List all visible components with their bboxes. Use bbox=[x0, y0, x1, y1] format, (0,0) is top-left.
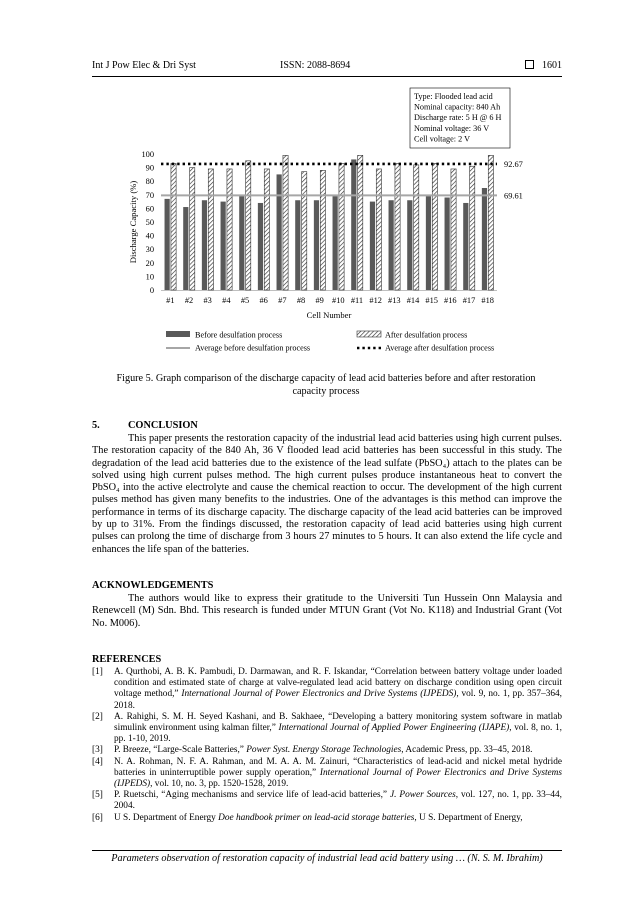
reference-details: , U S. Department of Energy, bbox=[414, 812, 523, 823]
running-footer: Parameters observation of restoration capacity of industrial lead acid battery using … (N. S. M. Ibrahim) bbox=[111, 853, 543, 864]
bar-before-desulfation bbox=[389, 200, 394, 290]
y-tick-label: 70 bbox=[145, 190, 154, 200]
chart-legend bbox=[166, 331, 494, 353]
journal-name: Int J Pow Elec & Dri Syst bbox=[92, 60, 196, 71]
reference-details: , Academic Press, pp. 33–45, 2018. bbox=[401, 745, 533, 756]
reference-journal: International Journal of Applied Power Engineering (IJAPE) bbox=[278, 723, 510, 734]
bar-before-desulfation bbox=[202, 200, 207, 290]
figure-caption: Figure 5. Graph comparison of the discharge capacity of lead acid batteries before and after restoration capacity process bbox=[116, 373, 536, 397]
bar-before-desulfation bbox=[463, 203, 468, 290]
reference-item bbox=[92, 790, 562, 812]
y-tick-label: 40 bbox=[145, 231, 154, 241]
reference-text: N. A. Rohman, N. F. A. Rahman, and M. A. A. M. Zainuri, “Characteristics of lead-acid and nickel metal hydride batteries in uninterruptible power supply operation,” bbox=[114, 756, 562, 778]
x-tick-label: #4 bbox=[222, 296, 231, 305]
references-section bbox=[92, 654, 562, 824]
reference-number: [6] bbox=[92, 812, 103, 823]
reference-item bbox=[92, 667, 562, 712]
reference-number: [1] bbox=[92, 667, 103, 677]
x-tick-label: #11 bbox=[350, 296, 364, 305]
bar-after-desulfation bbox=[395, 164, 400, 290]
references-heading: REFERENCES bbox=[92, 654, 162, 665]
page-number: 1601 bbox=[542, 60, 562, 71]
bar-after-desulfation bbox=[171, 164, 176, 290]
y-tick-label: 100 bbox=[141, 150, 154, 159]
reference-journal: Doe handbook primer on lead-acid storage batteries bbox=[218, 812, 415, 823]
x-tick-label: #3 bbox=[203, 296, 212, 305]
bar-before-desulfation bbox=[221, 202, 226, 290]
bar-before-desulfation bbox=[314, 200, 319, 290]
bar-after-desulfation bbox=[246, 161, 251, 290]
legend-label-average-after: Average after desulfation process bbox=[385, 343, 495, 353]
reference-list bbox=[92, 667, 562, 824]
bar-after-desulfation bbox=[470, 166, 475, 290]
x-tick-label: #8 bbox=[296, 296, 306, 305]
x-tick-label: #14 bbox=[406, 296, 420, 305]
footer-rule bbox=[92, 850, 562, 851]
bar-after-desulfation bbox=[264, 169, 269, 290]
legend-label-before: Before desulfation process bbox=[195, 330, 283, 340]
reference-details: , vol. 9, no. 1, pp. 357–364, 2018. bbox=[114, 689, 562, 711]
reference-details: , vol. 10, no. 3, pp. 1520-1528, 2019. bbox=[150, 779, 289, 790]
reference-number: [2] bbox=[92, 711, 103, 722]
bar-before-desulfation bbox=[239, 196, 244, 290]
y-tick-label: 10 bbox=[145, 272, 154, 282]
y-tick-label: 80 bbox=[145, 177, 154, 187]
x-tick-label: #15 bbox=[425, 296, 438, 305]
y-tick-label: 0 bbox=[149, 286, 154, 295]
reference-journal: J. Power Sources bbox=[390, 790, 456, 801]
legend-swatch-before bbox=[166, 331, 190, 337]
conclusion-text: This paper presents the restoration capacity of the industrial lead acid batteries using high current pulses. The restoration capacity of the 840 Ah, 36 V flooded lead acid batteries has been successful in this study. The degradation of the lead acid batteries due to the existence of the lead sulfate (PbSO₄) attach to the plates can be solved using high current pulses method. The high current pulses produce instantaneous heat to convert the PbSO₄ into the active electrolyte and cause the chemical reaction to occur. The development of the high current pulses method has given many benefits to the industries. One of the advantages is this method can improve the performance in terms of its discharge capacity. The discharge capacity of the lead acid batteries can be improved by up to 31%. From the findings discussed, the restoration capacity of lead acid batteries using high current pulses can prolong the time of discharge from 3 hours 27 minutes to 5 hours. It can also extend the life cycle and enhances the life span of the batteries. bbox=[92, 433, 562, 555]
y-tick-label: 90 bbox=[145, 163, 154, 173]
bar-before-desulfation bbox=[426, 196, 431, 290]
average-before-label: 69.61 bbox=[504, 191, 523, 201]
bar-after-desulfation bbox=[432, 164, 437, 290]
bar-after-desulfation bbox=[451, 169, 456, 290]
reference-text: P. Breeze, “Large-Scale Batteries,” bbox=[114, 745, 247, 756]
reference-number: [4] bbox=[92, 756, 103, 767]
x-tick-label: #10 bbox=[332, 296, 345, 305]
bar-before-desulfation bbox=[482, 188, 487, 290]
bar-after-desulfation bbox=[283, 155, 288, 290]
issn: ISSN: 2088-8694 bbox=[280, 60, 351, 71]
info-box-line: Nominal capacity: 840 Ah bbox=[414, 102, 501, 112]
reference-item bbox=[92, 813, 562, 824]
bar-after-desulfation bbox=[208, 169, 213, 290]
reference-item bbox=[92, 745, 562, 756]
bar-after-desulfation bbox=[320, 170, 325, 290]
bar-after-desulfation bbox=[488, 155, 493, 290]
bar-before-desulfation bbox=[370, 202, 375, 290]
bar-after-desulfation bbox=[190, 168, 195, 290]
bar-after-desulfation bbox=[358, 155, 363, 290]
legend-label-average-before: Average before desulfation process bbox=[195, 343, 311, 353]
reference-number: [5] bbox=[92, 790, 103, 801]
y-tick-label: 30 bbox=[145, 245, 154, 255]
bar-before-desulfation bbox=[165, 199, 170, 290]
bar-before-desulfation bbox=[183, 207, 188, 290]
info-box-line: Discharge rate: 5 H @ 6 H bbox=[414, 113, 502, 123]
reference-journal: Power Syst. Energy Storage Technologies bbox=[246, 745, 402, 756]
acknowledgements-heading: ACKNOWLEDGEMENTS bbox=[92, 580, 214, 591]
info-box-line: Nominal voltage: 36 V bbox=[414, 123, 490, 133]
reference-text: A. Rahighi, S. M. H. Seyed Kashani, and B. Sakhaee, “Developing a battery monitoring system software in matlab simulink environment using kalman filter,” bbox=[114, 711, 562, 734]
bar-after-desulfation bbox=[227, 169, 232, 290]
bar-after-desulfation bbox=[339, 164, 344, 290]
section-number: 5. bbox=[92, 420, 100, 431]
reference-details: , vol. 127, no. 1, pp. 33–44, 2004. bbox=[114, 790, 562, 812]
x-tick-label: #6 bbox=[259, 296, 268, 305]
bar-after-desulfation bbox=[376, 169, 381, 290]
reference-number: [3] bbox=[92, 745, 103, 756]
section-title: CONCLUSION bbox=[128, 420, 198, 431]
bar-before-desulfation bbox=[351, 159, 356, 290]
x-tick-label: #7 bbox=[278, 296, 287, 305]
bar-before-desulfation bbox=[333, 196, 338, 290]
bar-after-desulfation bbox=[302, 172, 307, 290]
info-box-line: Type: Flooded lead acid bbox=[414, 92, 493, 101]
y-tick-label: 50 bbox=[145, 218, 154, 227]
x-tick-label: #1 bbox=[166, 296, 175, 305]
legend-swatch-after bbox=[357, 331, 381, 337]
average-after-label: 92.67 bbox=[504, 159, 523, 169]
x-tick-label: #18 bbox=[481, 296, 494, 305]
x-tick-label: #2 bbox=[184, 296, 194, 305]
reference-item bbox=[92, 757, 562, 791]
x-tick-label: #13 bbox=[388, 296, 401, 305]
x-tick-label: #5 bbox=[240, 296, 250, 305]
conclusion-section bbox=[92, 420, 562, 556]
conclusion-paragraph bbox=[92, 433, 562, 556]
chart-info-box bbox=[410, 88, 510, 148]
bar-before-desulfation bbox=[258, 203, 263, 290]
x-tick-label: #17 bbox=[462, 296, 476, 305]
x-tick-label: #9 bbox=[315, 296, 324, 305]
x-tick-label: #12 bbox=[369, 296, 382, 305]
legend-label-after: After desulfation process bbox=[385, 330, 468, 340]
x-axis-label: Cell Number bbox=[306, 310, 352, 320]
bar-before-desulfation bbox=[407, 200, 412, 290]
conclusion-heading bbox=[92, 420, 562, 431]
reference-journal: International Journal of Power Electronics and Drive Systems (IJPEDS) bbox=[181, 689, 457, 700]
y-tick-label: 60 bbox=[145, 204, 154, 214]
x-tick-label: #16 bbox=[444, 296, 457, 305]
reference-journal: International Journal of Power Electronics and Drive Systems (IJPEDS) bbox=[114, 767, 562, 790]
acknowledgements-text: The authors would like to express their gratitude to the Universiti Tun Hussein Onn Malaysia and Renewcell (M) Sdn. Bhd. This research is funded under MTUN Grant (Vot No. K118) and Industrial Grant (Vot No. M006). bbox=[92, 593, 562, 629]
acknowledgements-section bbox=[92, 580, 562, 630]
info-box-line: Cell voltage: 2 V bbox=[414, 134, 471, 144]
reference-text: P. Ruetschi, “Aging mechanisms and service life of lead-acid batteries,” bbox=[114, 790, 391, 801]
bar-after-desulfation bbox=[414, 165, 419, 290]
reference-text: U S. Department of Energy bbox=[114, 812, 219, 823]
y-axis-label: Discharge Capacity (%) bbox=[128, 180, 138, 264]
bar-before-desulfation bbox=[445, 198, 450, 290]
bar-before-desulfation bbox=[295, 200, 300, 290]
reference-text: A. Qurthobi, A. B. K. Pambudi, D. Darmawan, and R. F. Iskandar, “Correlation between battery voltage under loaded condition and estimated state of charge at valve-regulated lead acid battery on discharge condition using open circuit voltage method,” bbox=[114, 667, 562, 700]
reference-item bbox=[92, 712, 562, 746]
acknowledgements-paragraph bbox=[92, 593, 562, 630]
bar-before-desulfation bbox=[277, 174, 282, 290]
y-tick-label: 20 bbox=[145, 258, 154, 268]
reference-details: , vol. 8, no. 1, pp. 1-10, 2019. bbox=[114, 723, 562, 745]
discharge-capacity-chart bbox=[0, 0, 638, 370]
chart-bars bbox=[165, 155, 494, 290]
